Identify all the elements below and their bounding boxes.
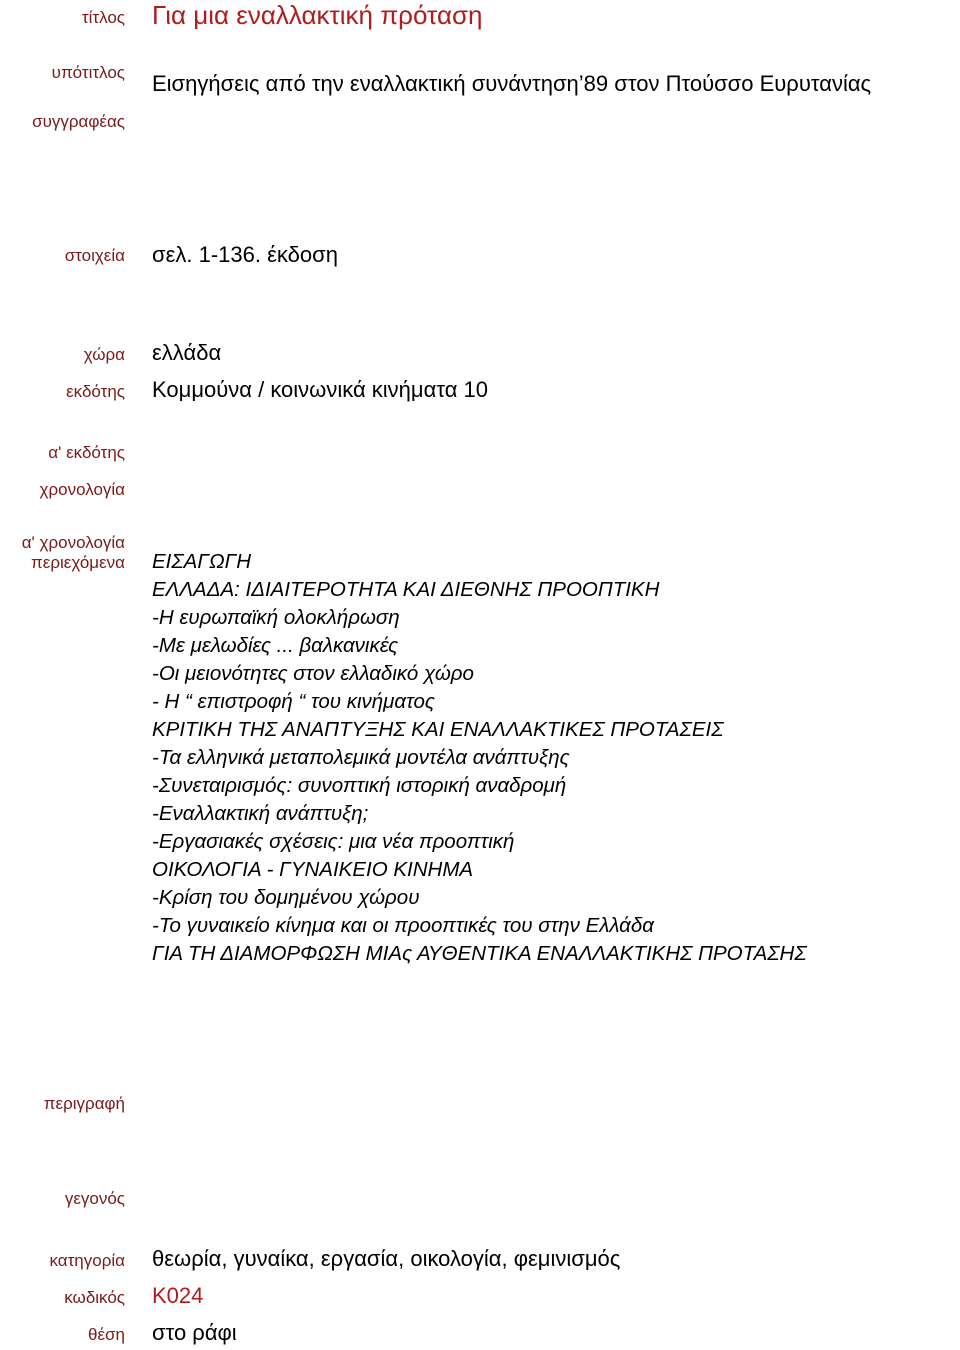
label-first-publisher: α' εκδότης bbox=[48, 443, 125, 462]
label-category: κατηγορία bbox=[49, 1251, 125, 1270]
contents-item: -Τα ελληνικά μεταπολεμικά μοντέλα ανάπτυξης bbox=[152, 746, 570, 769]
contents-item: ΓΙΑ ΤΗ ΔΙΑΜΟΡΦΩΣΗ ΜΙΑς ΑΥΘΕΝΤΙΚΑ ΕΝΑΛΛΑΚΤΙΚΗΣ ΠΡΟΤΑΣΗΣ bbox=[152, 942, 807, 965]
label-country: χώρα bbox=[83, 345, 125, 364]
label-contents: περιεχόμενα bbox=[31, 553, 125, 572]
book-title: Για μια εναλλακτική πρόταση bbox=[152, 0, 483, 30]
book-code: Κ024 bbox=[152, 1283, 204, 1308]
label-event: γεγονός bbox=[64, 1189, 125, 1208]
contents-item: -Εργασιακές σχέσεις: μια νέα προοπτική bbox=[152, 830, 515, 853]
contents-item: ΕΛΛΑΔΑ: ΙΔΙΑΙΤΕΡΟΤΗΤΑ ΚΑΙ ΔΙΕΘΝΗΣ ΠΡΟΟΠΤΙΚΗ bbox=[152, 578, 660, 601]
contents-item: -Με μελωδίες ... βαλκανικές bbox=[152, 634, 399, 657]
contents-item: ΕΙΣΑΓΩΓΗ bbox=[152, 550, 252, 573]
contents-item: -Η ευρωπαϊκή ολοκλήρωση bbox=[152, 606, 400, 629]
contents-item: -Το γυναικείο κίνημα και οι προοπτικές του στην Ελλάδα bbox=[152, 914, 654, 937]
label-description: περιγραφή bbox=[43, 1094, 125, 1113]
label-year: χρονολογία bbox=[39, 480, 125, 499]
label-subtitle: υπότιτλος bbox=[51, 63, 125, 82]
label-publisher: εκδότης bbox=[66, 382, 125, 401]
contents-item: -Εναλλακτική ανάπτυξη; bbox=[152, 802, 369, 825]
contents-item: -Οι μειονότητες στον ελλαδικό χώρο bbox=[152, 662, 474, 685]
contents-item: -Συνεταιρισμός: συνοπτική ιστορική αναδρομή bbox=[152, 774, 567, 797]
book-category: θεωρία, γυναίκα, εργασία, οικολογία, φεμινισμός bbox=[152, 1246, 621, 1271]
book-location: στο ράφι bbox=[152, 1320, 237, 1345]
book-publisher: Κομμούνα / κοινωνικά κινήματα 10 bbox=[152, 377, 488, 402]
label-first-year: α' χρονολογία bbox=[21, 533, 125, 552]
contents-list bbox=[152, 548, 807, 968]
book-details: σελ. 1-136. έκδοση bbox=[152, 242, 338, 267]
label-location: θέση bbox=[88, 1325, 125, 1344]
label-authors: συγγραφέας bbox=[32, 112, 125, 131]
contents-item: - Η “ επιστροφή “ του κινήματος bbox=[152, 690, 435, 713]
contents-item: -Κρίση του δομημένου χώρου bbox=[152, 886, 420, 909]
label-details: στοιχεία bbox=[64, 246, 125, 265]
book-subtitle: Εισηγήσεις από την εναλλακτική συνάντηση’89 στον Πτούσσο Ευρυτανίας bbox=[152, 71, 872, 96]
contents-item: ΚΡΙΤΙΚΗ ΤΗΣ ΑΝΑΠΤΥΞΗΣ ΚΑΙ ΕΝΑΛΛΑΚΤΙΚΕΣ ΠΡΟΤΑΣΕΙΣ bbox=[152, 718, 724, 741]
contents-item: ΟΙΚΟΛΟΓΙΑ - ΓΥΝΑΙΚΕΙΟ ΚΙΝΗΜΑ bbox=[152, 858, 474, 881]
label-code: κωδικός bbox=[64, 1288, 125, 1307]
book-country: ελλάδα bbox=[152, 340, 222, 365]
label-title: τίτλος bbox=[81, 8, 125, 27]
